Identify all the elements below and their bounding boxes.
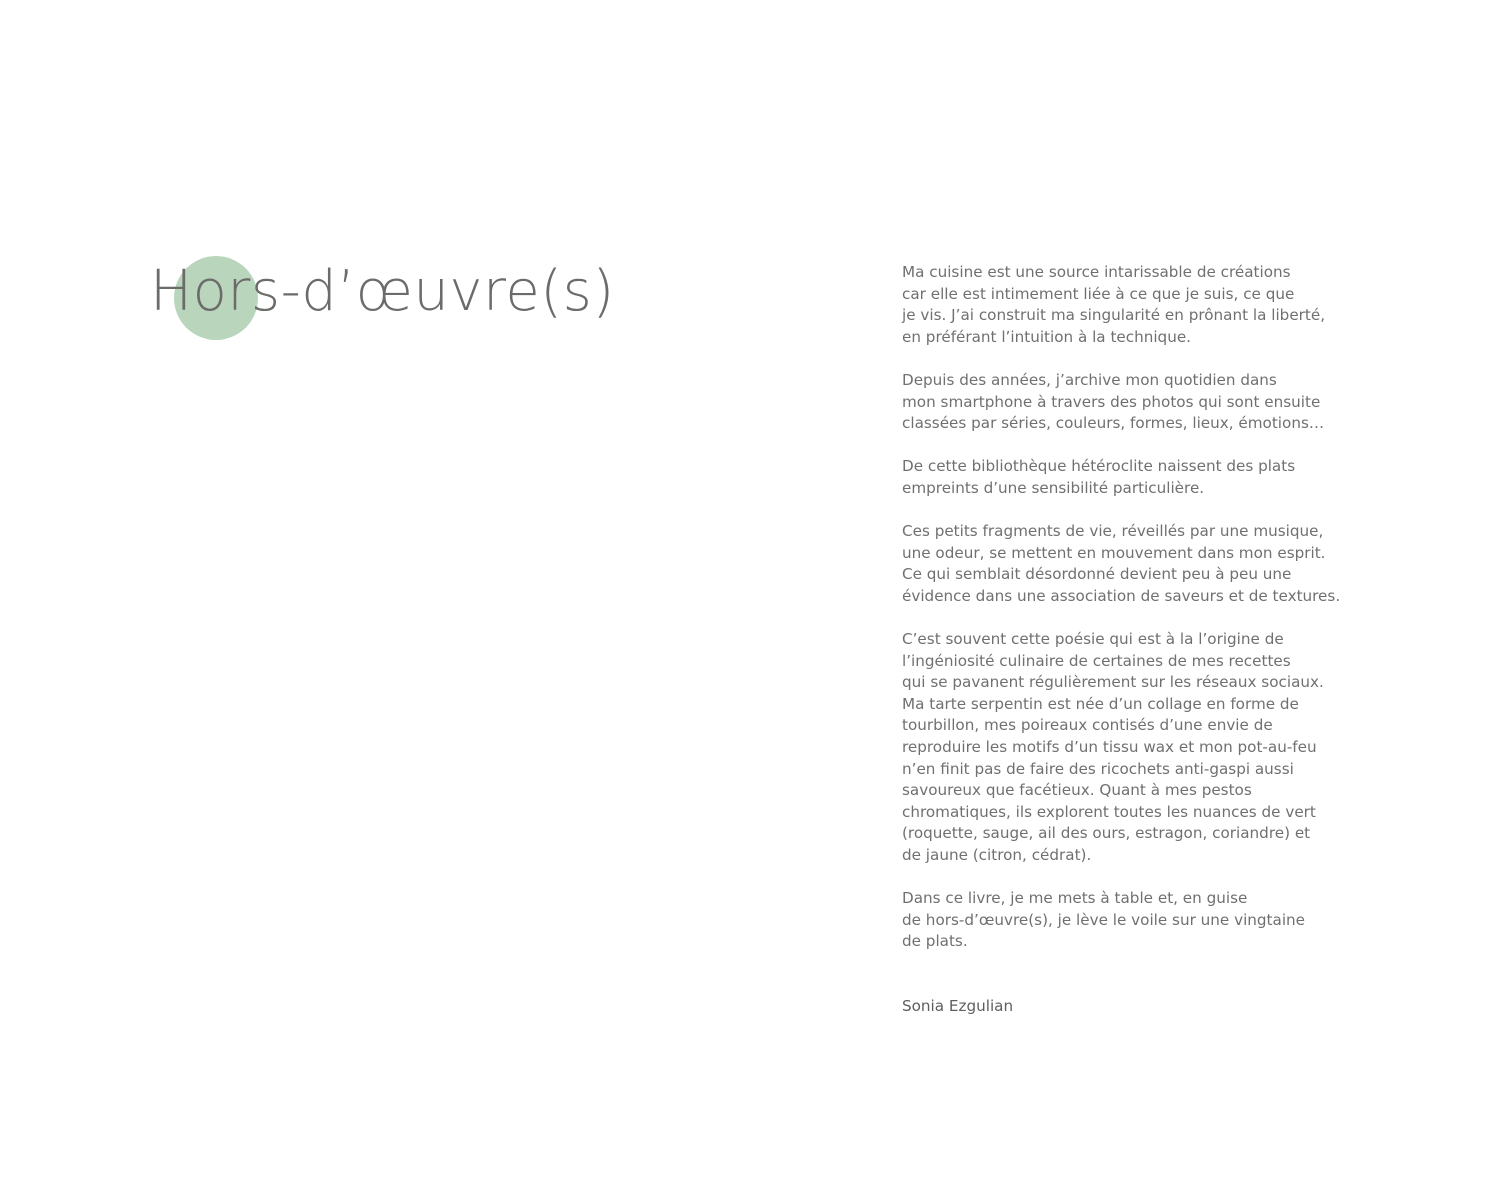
text-line: l’ingéniosité culinaire de certaines de mes recettes bbox=[902, 651, 1291, 670]
text-line: une odeur, se mettent en mouvement dans mon esprit. bbox=[902, 543, 1326, 562]
paragraph bbox=[902, 262, 1382, 348]
text-line: évidence dans une association de saveurs et de textures. bbox=[902, 586, 1341, 605]
right-page bbox=[750, 0, 1500, 1195]
text-line: de jaune (citron, cédrat). bbox=[902, 846, 1092, 865]
text-line: tourbillon, mes poireaux contisés d’une envie de bbox=[902, 716, 1273, 735]
text-line: Ma cuisine est une source intarissable de créations bbox=[902, 263, 1291, 281]
text-line: de plats. bbox=[902, 932, 968, 951]
text-line: De cette bibliothèque hétéroclite naissent des plats bbox=[902, 457, 1296, 476]
text-line: Dans ce livre, je me mets à table et, en guise bbox=[902, 889, 1248, 908]
text-line: Ces petits fragments de vie, réveillés par une musique, bbox=[902, 522, 1324, 541]
text-line: chromatiques, ils explorent toutes les nuances de vert bbox=[902, 802, 1316, 821]
text-line: qui se pavanent régulièrement sur les réseaux sociaux. bbox=[902, 673, 1324, 692]
paragraph bbox=[902, 370, 1382, 435]
paragraph bbox=[902, 629, 1382, 867]
text-line: Ma tarte serpentin est née d’un collage en forme de bbox=[902, 694, 1299, 713]
text-line: n’en finit pas de faire des ricochets anti-gaspi aussi bbox=[902, 759, 1294, 778]
text-line: classées par séries, couleurs, formes, lieux, émotions… bbox=[902, 414, 1325, 433]
text-line: je vis. J’ai construit ma singularité en prônant la liberté, bbox=[902, 306, 1326, 325]
text-line: savoureux que facétieux. Quant à mes pestos bbox=[902, 781, 1252, 800]
text-line: reproduire les motifs d’un tissu wax et mon pot-au-feu bbox=[902, 738, 1317, 757]
text-line: Ce qui semblait désordonné devient peu à peu une bbox=[902, 565, 1292, 584]
text-line: empreints d’une sensibilité particulière. bbox=[902, 478, 1205, 497]
text-line: Depuis des années, j’archive mon quotidien dans bbox=[902, 370, 1277, 389]
author-signature: Sonia Ezgulian bbox=[902, 997, 1014, 1015]
text-line: de hors-d’œuvre(s), je lève le voile sur une vingtaine bbox=[902, 910, 1306, 929]
paragraph bbox=[902, 888, 1382, 953]
text-line: (roquette, sauge, ail des ours, estragon, coriandre) et bbox=[902, 824, 1311, 843]
page-title: Hors-d’œuvre(s) bbox=[150, 259, 615, 324]
text-line: car elle est intimement liée à ce que je suis, ce que bbox=[902, 284, 1295, 303]
paragraph bbox=[902, 456, 1382, 499]
text-line: en préférant l’intuition à la technique. bbox=[902, 327, 1191, 346]
intro-text bbox=[902, 262, 1382, 975]
text-line: C’est souvent cette poésie qui est à la l’origine de bbox=[902, 630, 1284, 649]
text-line: mon smartphone à travers des photos qui sont ensuite bbox=[902, 392, 1321, 411]
paragraph bbox=[902, 521, 1382, 607]
